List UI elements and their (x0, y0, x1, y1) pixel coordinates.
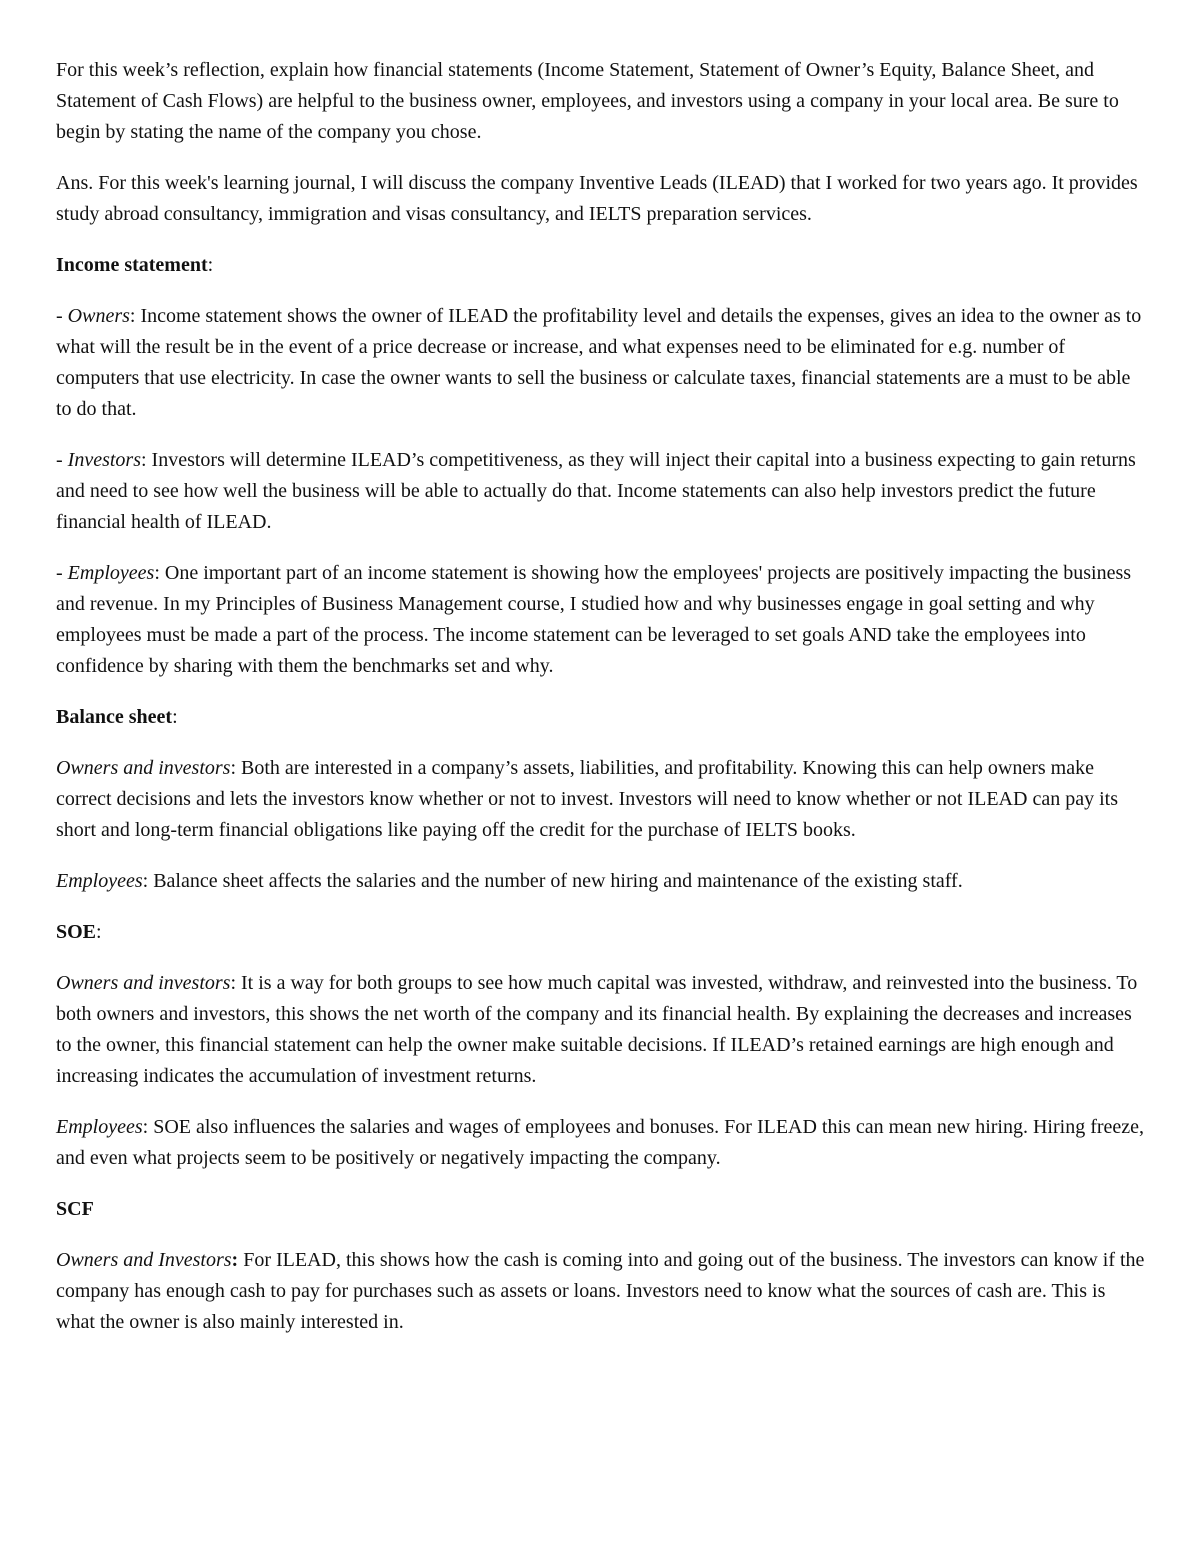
income-owners-text: : Income statement shows the owner of ILEAD the profitability level and details the expenses, gives an idea to the owner as to what will the result be in the event of a price decrease or increase, and what expenses need to be eliminated for e.g. number of computers that use electricity. In case the owner wants to sell the business or calculate taxes, financial statements are a must to be able to do that. (56, 305, 1142, 420)
income-employees-paragraph (56, 558, 1146, 682)
soe-heading (56, 917, 1146, 948)
bullet-dash: - (56, 305, 68, 327)
owners-and-investors-label: Owners and Investors (56, 1249, 232, 1271)
balance-sheet-heading (56, 702, 1146, 733)
bullet-dash: - (56, 449, 68, 471)
document-page (56, 55, 1146, 1358)
balance-employees-paragraph (56, 866, 1146, 897)
soe-title: SOE (56, 921, 97, 943)
income-statement-colon: : (207, 254, 214, 276)
soe-employees-paragraph (56, 1112, 1146, 1174)
owners-label: Owners (67, 305, 130, 327)
income-owners-paragraph (56, 301, 1146, 425)
balance-sheet-colon: : (172, 706, 178, 728)
income-investors-paragraph (56, 445, 1146, 538)
balance-employees-text: : Balance sheet affects the salaries and the number of new hiring and maintenance of the existing staff. (142, 870, 963, 892)
answer-paragraph: Ans. For this week's learning journal, I will discuss the company Inventive Leads (ILEAD) that I worked for two years ago. It provides study abroad consultancy, immigration and visas consultancy, and IELTS preparation services. (56, 172, 1138, 225)
investors-label: Investors (67, 449, 141, 471)
income-employees-text: : One important part of an income statement is showing how the employees' projects are positively impacting the business and revenue. In my Principles of Business Management course, I studied how and why businesses engage in goal setting and why employees must be made a part of the process. The income statement can be leveraged to set goals AND take the employees into confidence by sharing with them the benchmarks set and why. (56, 562, 1132, 677)
employees-label: Employees (67, 562, 155, 584)
balance-sheet-title: Balance sheet (56, 706, 173, 728)
balance-owners-investors-paragraph (56, 753, 1146, 846)
employees-label: Employees (56, 1116, 143, 1138)
employees-label: Employees (56, 870, 143, 892)
soe-owners-investors-text: : It is a way for both groups to see how much capital was invested, withdraw, and reinvested into the business. To both owners and investors, this shows the net worth of the company and its financial health. By explaining the decreases and increases to the owner, this financial statement can help the owner make suitable decisions. If ILEAD’s retained earnings are high enough and increasing indicates the accumulation of investment returns. (56, 972, 1138, 1087)
balance-owners-investors-text: : Both are interested in a company’s assets, liabilities, and profitability. Knowing this can help owners make correct decisions and lets the investors know whether or not to invest. Investors will need to know whether or not ILEAD can pay its short and long-term financial obligations like paying off the credit for the purchase of IELTS books. (56, 757, 1118, 841)
bullet-dash: - (56, 562, 68, 584)
prompt-paragraph: For this week’s reflection, explain how financial statements (Income Statement, Statement of Owner’s Equity, Balance Sheet, and Statement of Cash Flows) are helpful to the business owner, employees, and investors using a company in your local area. Be sure to begin by stating the name of the company you chose. (56, 59, 1119, 143)
scf-owners-investors-text: For ILEAD, this shows how the cash is coming into and going out of the business. The investors can know if the company has enough cash to pay for purchases such as assets or loans. Investors need to know what the sources of cash are. This is what the owner is also mainly interested in. (56, 1249, 1145, 1333)
scf-heading (56, 1194, 1146, 1225)
income-investors-text: : Investors will determine ILEAD’s competitiveness, as they will inject their capital into a business expecting to gain returns and need to see how well the business will be able to actually do that. Income statements can also help investors predict the future financial health of ILEAD. (56, 449, 1136, 533)
soe-owners-investors-paragraph (56, 968, 1146, 1092)
owners-and-investors-label: Owners and investors (56, 972, 231, 994)
income-statement-title: Income statement (56, 254, 208, 276)
scf-title: SCF (56, 1198, 94, 1220)
income-statement-heading (56, 250, 1146, 281)
scf-colon: : (231, 1249, 239, 1271)
soe-colon: : (96, 921, 102, 943)
scf-owners-investors-paragraph (56, 1245, 1146, 1338)
soe-employees-text: : SOE also influences the salaries and wages of employees and bonuses. For ILEAD this can mean new hiring. Hiring freeze, and even what projects seem to be positively or negatively impacting the company. (56, 1116, 1145, 1169)
owners-and-investors-label: Owners and investors (56, 757, 231, 779)
